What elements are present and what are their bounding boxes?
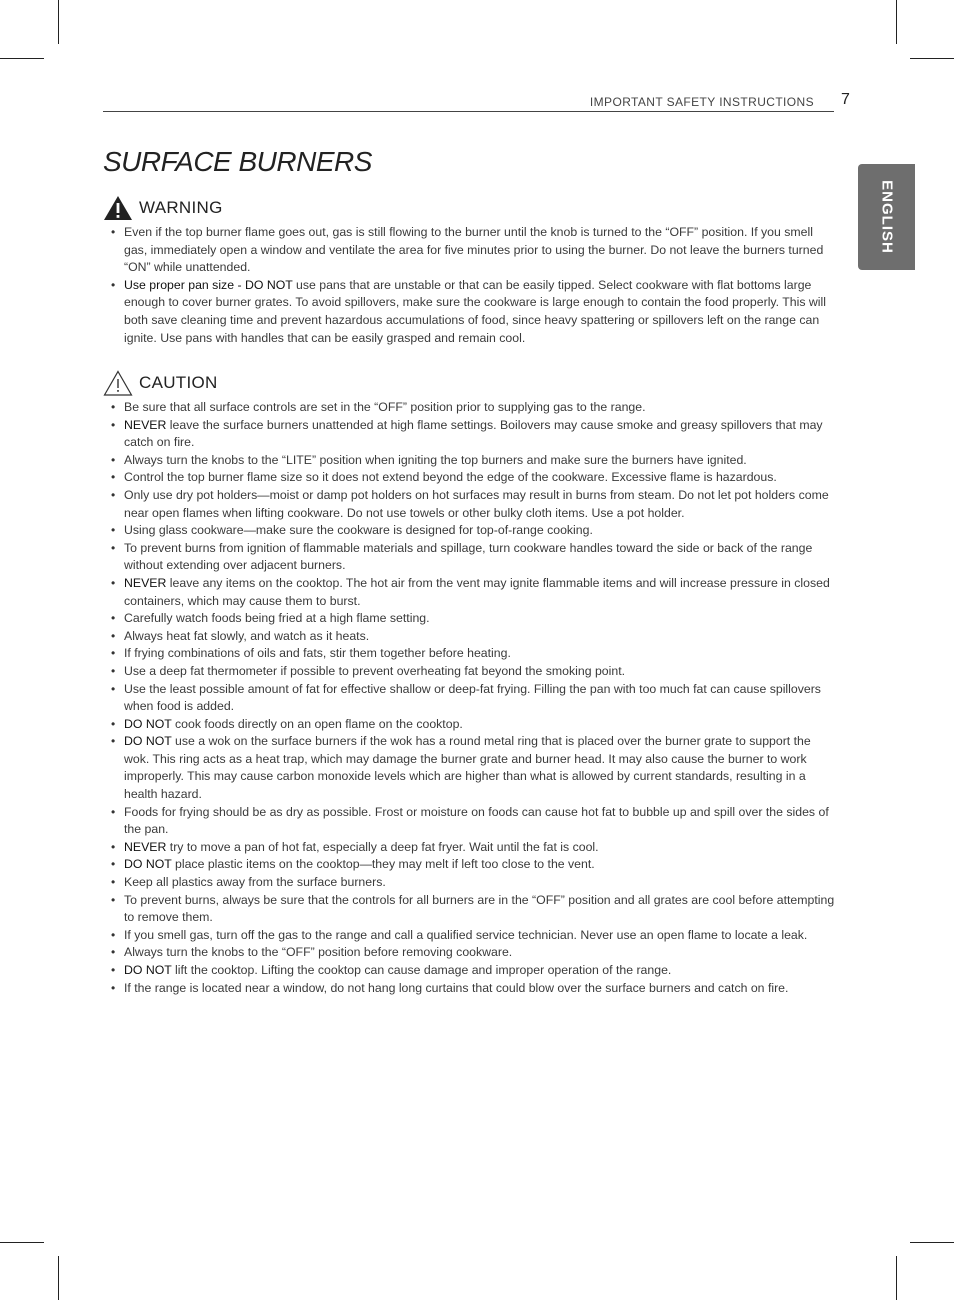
item-text: If frying combinations of oils and fats, stir them together before heating. [124,646,511,661]
item-text: Keep all plastics away from the surface burners. [124,875,386,890]
caution-list [103,399,837,997]
list-item [103,487,837,522]
item-text: Only use dry pot holders—moist or damp pot holders on hot surfaces may result in burns from steam. Do not let pot holders come near open flames when lifting cookware. Do not use towels or other bulky cloth items. Use a pot holder. [124,487,829,520]
item-text: lift the cooktop. Lifting the cooktop can cause damage and improper operation of the range. [171,963,672,977]
caution-icon [103,370,133,396]
item-text: use pans that are unstable or that can be easily tipped. Select cookware with flat bottoms large enough to cover burner grates. To avoid spillovers, make sure the cookware is large enough to contain the food properly. This will both save cleaning time and prevent hazardous accumulations of food, since heavy spattering or spillovers left on the range can ignite. Use pans with handles that can be easily grasped and remain cool. [124,277,826,345]
caution-section [103,370,837,997]
item-text: Always heat fat slowly, and watch as it heats. [124,628,370,643]
item-text: If the range is located near a window, do not hang long curtains that could blow over the surface burners and catch on fire. [124,980,789,995]
list-item [103,522,837,540]
list-item [103,224,837,277]
header-rule [103,111,834,112]
item-text: If you smell gas, turn off the gas to the range and call a qualified service technician. Never use an open flame to locate a leak. [124,927,808,942]
emphasis-lead: DO NOT [124,716,172,731]
item-text: cook foods directly on an open flame on the cooktop. [171,716,463,731]
item-text: Foods for frying should be as dry as possible. Frost or moisture on foods can cause hot fat to bubble up and spill over the sides of the pan. [124,804,829,837]
list-item [103,733,837,803]
item-text: Always turn the knobs to the “LITE” position when igniting the top burners and make sure the burners have ignited. [124,452,747,467]
list-item [103,944,837,962]
page-number: 7 [841,91,850,108]
list-item [103,628,837,646]
item-text: Use the least possible amount of fat for effective shallow or deep-fat frying. Filling the pan with too much fat can cause spillovers when food is added. [124,681,821,714]
emphasis-lead: NEVER [124,575,167,590]
list-item [103,874,837,892]
list-item [103,540,837,575]
page-title: SURFACE BURNERS [103,146,372,177]
list-item [103,575,837,610]
list-item [103,839,837,857]
item-text: To prevent burns, always be sure that the controls for all burners are in the “OFF” position and all grates are cool before attempting to remove them. [124,892,835,925]
item-text: leave any items on the cooktop. The hot air from the vent may ignite flammable items and will increase pressure in closed containers, which may cause them to burst. [124,575,830,608]
crop-mark [910,1242,954,1243]
warning-heading-row [103,195,837,221]
crop-mark [0,1242,44,1243]
item-text: Using glass cookware—make sure the cookware is designed for top-of-range cooking. [124,523,593,538]
warning-heading: WARNING [139,198,223,217]
crop-mark [58,1256,59,1300]
emphasis-lead: DO NOT [124,963,172,977]
list-item [103,716,837,734]
language-tab-label: ENGLISH [878,180,895,254]
item-text: Be sure that all surface controls are set in the “OFF” position prior to supplying gas to the range. [124,400,646,414]
list-item [103,663,837,681]
list-item [103,469,837,487]
list-item [103,417,837,452]
emphasis-lead: DO NOT [124,734,172,749]
item-text: Carefully watch foods being fried at a high flame setting. [124,611,430,626]
list-item [103,892,837,927]
list-item [103,856,837,874]
item-text: Control the top burner flame size so it does not extend beyond the edge of the cookware. Excessive flame is hazardous. [124,470,777,485]
item-text: use a wok on the surface burners if the wok has a round metal ring that is placed over the burner grate to support the wok. This ring acts as a heat trap, which may damage the burner grate and burner head. It may also cause the burner to work improperly. This may cause carbon monoxide levels which are higher than what is allowed by current standards, resulting in a health hazard. [124,734,811,802]
caution-heading: CAUTION [139,373,218,392]
item-text: try to move a pan of hot fat, especially a deep fat fryer. Wait until the fat is cool. [166,839,599,854]
emphasis-lead: NEVER [124,417,167,432]
list-item [103,927,837,945]
list-item [103,610,837,628]
item-text: Even if the top burner flame goes out, gas is still flowing to the burner until the knob is turned to the “OFF” position. If you smell gas, immediately open a window and ventilate the area for five minutes prior to using the burner. Do not leave the burners turned “ON” while unattended. [124,225,824,275]
crop-mark [58,0,59,44]
item-text: Use a deep fat thermometer if possible to prevent overheating fat beyond the smoking point. [124,663,626,678]
list-item [103,681,837,716]
list-item [103,452,837,470]
crop-mark [0,58,44,59]
list-item [103,399,837,417]
warning-icon [103,195,133,221]
item-text: place plastic items on the cooktop—they may melt if left too close to the vent. [171,857,595,872]
list-item [103,804,837,839]
item-text: leave the surface burners unattended at high flame settings. Boilovers may cause smoke and greasy spillovers that may catch on fire. [124,417,823,450]
emphasis-lead: DO NOT [124,857,172,872]
item-text: To prevent burns from ignition of flammable materials and spillage, turn cookware handles toward the side or back of the range without extending over adjacent burners. [124,540,813,573]
warning-list [103,224,837,347]
running-header: IMPORTANT SAFETY INSTRUCTIONS [589,95,814,109]
crop-mark [896,1256,897,1300]
list-item [103,645,837,663]
list-item [103,962,837,980]
list-item [103,980,837,998]
warning-section [103,195,837,347]
crop-mark [910,58,954,59]
caution-heading-row [103,370,837,396]
crop-mark [896,0,897,44]
item-text: Always turn the knobs to the “OFF” position before removing cookware. [124,945,513,960]
emphasis-lead: NEVER [124,839,167,854]
language-tab [858,164,915,270]
list-item [103,277,837,347]
emphasis-lead: Use proper pan size - DO NOT [124,277,293,292]
